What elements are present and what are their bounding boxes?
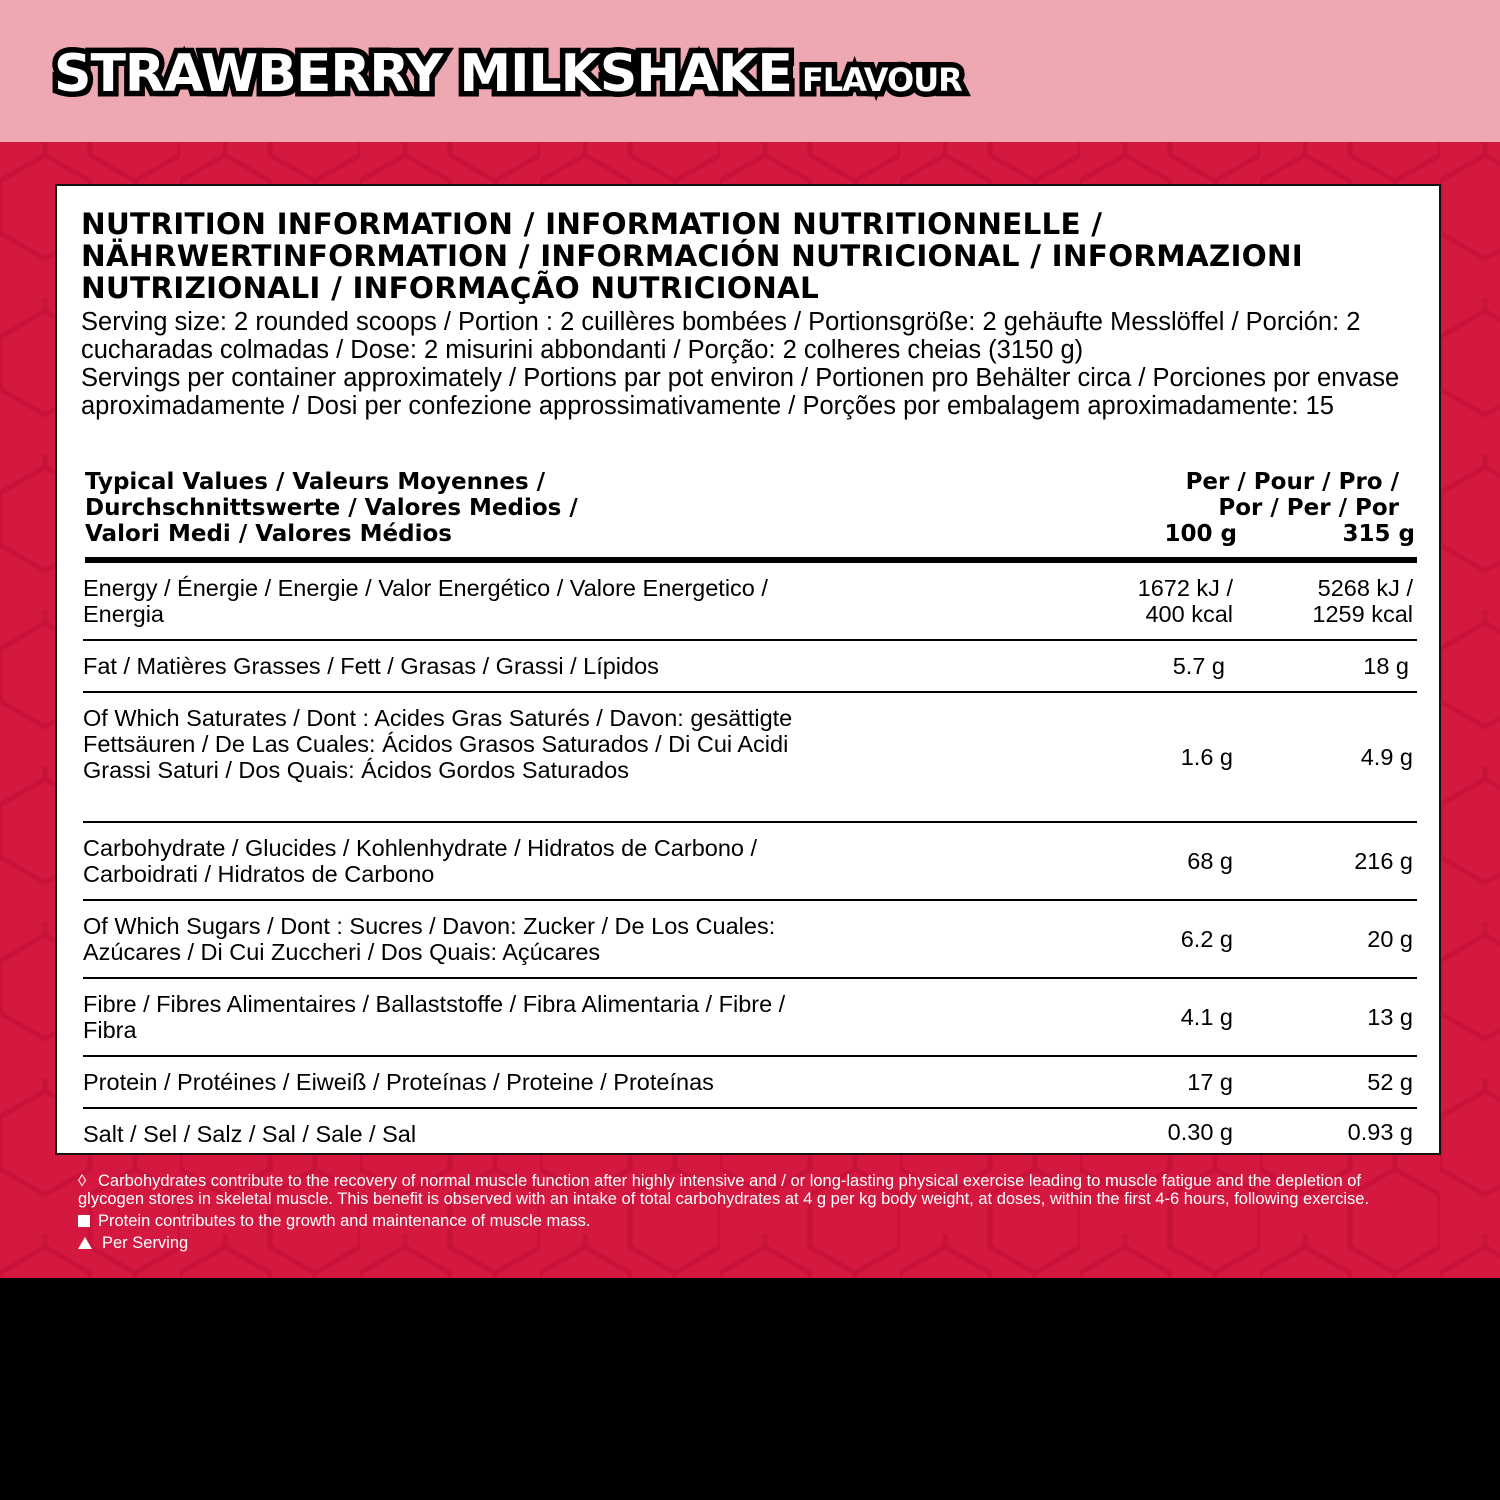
carbohydrate-note: Carbohydrates contribute to the recovery of normal muscle function after highly intensive and / or long-lasting physical exercise leading to muscle fatigue and the depletion of glycogen stores in skeletal muscle. This benefit is observed with an intake of total carbohydrates at 4 g per kg body weight, at doses, within the first 4-6 hours, following exercise. (78, 1172, 1370, 1208)
nutrient-name: Protein / Protéines / Eiweiß / Proteínas / Proteine / Proteínas (83, 1069, 714, 1095)
nutrition-panel (55, 184, 1441, 1155)
footnotes (78, 1172, 1408, 1256)
nutrient-name: Salt / Sel / Salz / Sal / Sale / Sal (83, 1121, 417, 1147)
table-row (83, 563, 1417, 641)
per-label-line1: Per / Pour / Pro / (1185, 469, 1399, 495)
diamond-icon: ◊ (78, 1172, 87, 1190)
serving-info (81, 308, 1411, 420)
table-row (83, 1109, 1417, 1155)
per-label (1186, 469, 1399, 521)
square-icon (78, 1215, 90, 1227)
value-per-serving: 18 g (1363, 653, 1409, 679)
carbohydrate-footnote (78, 1172, 1408, 1208)
serving-footnote (78, 1234, 1408, 1252)
title-sub: FLAVOUR (801, 61, 962, 99)
value-per-serving: 0.93 g (1347, 1119, 1413, 1145)
value-per-100g: 5.7 g (1172, 653, 1225, 679)
nutrient-name: Carbohydrate / Glucides / Kohlenhydrate / Hidratos de Carbono / Carboidrati / Hidratos de Carbono (83, 835, 758, 887)
value-per-serving: 216 g (1354, 848, 1413, 874)
serving-size: Serving size: 2 rounded scoops / Portion : 2 cuillères bombées / Portionsgröße: 2 gehäufte Messlöffel / Porción: 2 cucharadas colmadas / Dose: 2 misurini abbondanti / Porção: 2 colheres cheias (3150 g) (81, 308, 1361, 364)
nutrient-name: Of Which Sugars / Dont : Sucres / Davon: Zucker / De Los Cuales: Azúcares / Di Cui Zuccheri / Dos Quais: Açúcares (83, 913, 776, 965)
table-header (85, 469, 1417, 563)
value-per-100g: 4.1 g (1180, 1004, 1233, 1030)
table-row (83, 1057, 1417, 1109)
value-per-serving: 52 g (1367, 1069, 1413, 1095)
product-title (54, 44, 962, 104)
value-per-100g: 1.6 g (1180, 744, 1233, 770)
title-main: STRAWBERRY MILKSHAKE (54, 44, 792, 104)
protein-note: Protein contributes to the growth and maintenance of muscle mass. (98, 1212, 591, 1230)
protein-footnote (78, 1212, 1408, 1230)
value-per-100g: 0.30 g (1167, 1119, 1233, 1145)
per-label-line2: Por / Per / Por (1218, 495, 1399, 521)
value-per-100g: 17 g (1187, 1069, 1233, 1095)
value-per-serving: 5268 kJ / 1259 kcal (1312, 575, 1413, 627)
servings-per-container: Servings per container approximately / Portions par pot environ / Portionen pro Behälter circa / Porciones por envase aproximadamente / Dosi per confezione approssimativamente / Porções por embalagem aproximadamente: 15 (81, 364, 1400, 420)
nutrient-name: Energy / Énergie / Energie / Valor Energético / Valore Energetico / Energia (83, 575, 768, 627)
triangle-icon (78, 1237, 92, 1249)
value-per-100g: 1672 kJ / 400 kcal (1137, 575, 1233, 627)
value-per-serving: 4.9 g (1360, 744, 1413, 770)
value-per-100g: 68 g (1187, 848, 1233, 874)
column-serving: 315 g (1342, 521, 1415, 547)
header-banner (0, 0, 1500, 142)
nutrition-heading: NUTRITION INFORMATION / INFORMATION NUTRITIONNELLE / NÄHRWERTINFORMATION / INFORMACIÓN NUTRICIONAL / INFORMAZIONI NUTRIZIONALI / INFORMAÇÃO NUTRICIONAL (81, 207, 1303, 305)
nutrient-name: Fibre / Fibres Alimentaires / Ballaststoffe / Fibra Alimentaria / Fibre / Fibra (83, 991, 786, 1043)
value-per-serving: 13 g (1367, 1004, 1413, 1030)
serving-note: Per Serving (102, 1234, 189, 1252)
table-row (83, 901, 1417, 979)
table-row (83, 979, 1417, 1057)
value-per-100g: 6.2 g (1180, 926, 1233, 952)
nutrient-name: Of Which Saturates / Dont : Acides Gras Saturés / Davon: gesättigte Fettsäuren / De Las Cuales: Ácidos Grasos Saturados / Di Cui Acidi Grassi Saturi / Dos Quais: Ácidos Gordos Saturados (83, 705, 793, 783)
nutrient-name: Fat / Matières Grasses / Fett / Grasas / Grassi / Lípidos (83, 653, 659, 679)
table-row (83, 641, 1417, 693)
typical-values-label: Typical Values / Valeurs Moyennes / Durchschnittswerte / Valores Medios / Valori Medi / Valores Médios (85, 469, 578, 547)
table-row (83, 823, 1417, 901)
column-100g: 100 g (1164, 521, 1237, 547)
table-row (83, 693, 1417, 823)
value-per-serving: 20 g (1367, 926, 1413, 952)
